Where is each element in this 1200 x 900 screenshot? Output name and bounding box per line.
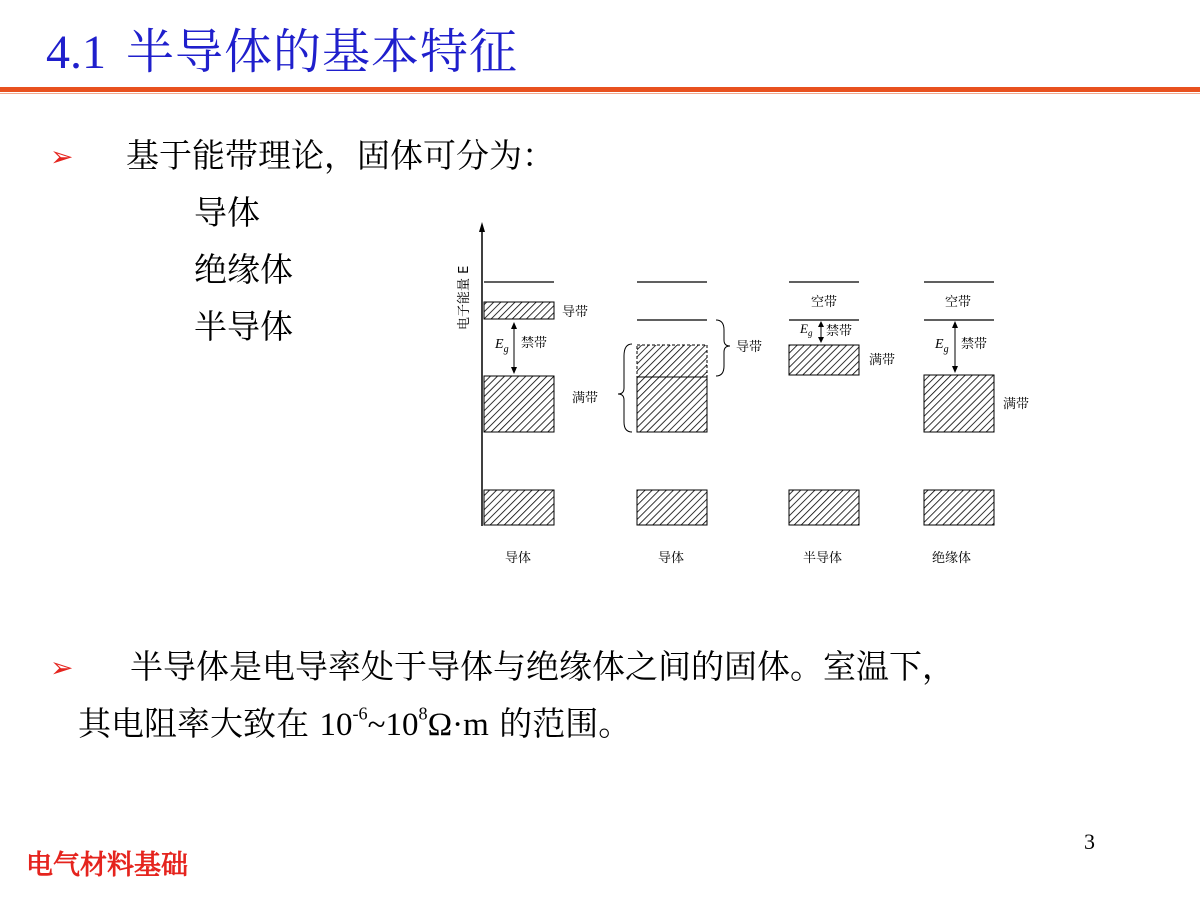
label-conduction-band-2: 导带 <box>736 340 763 355</box>
bullet-arrow-icon: ➢ <box>50 651 74 684</box>
label-valence-band-4: 满带 <box>1003 397 1030 412</box>
eg-symbol-3: E <box>800 321 808 336</box>
label-forbidden-band-1: 禁带 <box>521 336 548 351</box>
title-text: 半导体的基本特征 <box>126 24 519 80</box>
eg-subscript-1: g <box>503 344 509 355</box>
svg-text:Eg <box>934 337 949 355</box>
resistivity-tilde: ~ <box>367 707 386 743</box>
energy-band-diagram <box>448 220 1048 580</box>
resistivity-base-2: 10 <box>385 707 419 743</box>
footer-course-title: 电气材料基础 <box>26 850 188 881</box>
resistivity-exponent-1: -6 <box>352 703 368 724</box>
caption-insulator: 绝缘体 <box>932 551 972 566</box>
resistivity-prefix: 其电阻率大致在 <box>78 704 320 743</box>
resistivity-unit: Ω·m <box>427 707 489 743</box>
eg-subscript-3: g <box>807 328 813 338</box>
list-item-conductor: 导体 <box>194 193 260 232</box>
bullet-arrow-icon: ➢ <box>50 140 74 173</box>
title-divider <box>0 87 1200 92</box>
page-number: 3 <box>1084 829 1095 854</box>
bullet-text-2-line1: 半导体是电导率处于导体与绝缘体之间的固体。室温下， <box>130 647 955 686</box>
svg-text:Eg <box>799 321 813 338</box>
label-conduction-band-1: 导带 <box>562 305 589 320</box>
slide-title <box>46 22 518 83</box>
eg-subscript-4: g <box>943 344 949 355</box>
bullet-text-2-line2 <box>78 702 631 747</box>
title-number: 4.1 <box>46 26 106 79</box>
resistivity-base-1: 10 <box>319 707 353 743</box>
caption-semiconductor: 半导体 <box>803 551 843 566</box>
axis-label: 电子能量 E <box>457 265 472 330</box>
band-column-4 <box>924 282 1029 525</box>
list-item-insulator: 绝缘体 <box>194 250 293 289</box>
label-valence-band-1: 满带 <box>572 391 599 406</box>
axis-arrow-icon <box>479 222 485 232</box>
list-item-semiconductor: 半导体 <box>194 307 293 346</box>
bullet-text-1: 基于能带理论，固体可分为： <box>126 136 555 175</box>
resistivity-exponent-2: 8 <box>418 703 428 724</box>
label-empty-band-4: 空带 <box>945 295 972 310</box>
band-column-1 <box>484 282 598 525</box>
eg-symbol-4: E <box>935 337 944 352</box>
caption-conductor-1: 导体 <box>505 551 532 566</box>
band-column-2 <box>618 282 762 525</box>
svg-text:Eg <box>494 337 509 355</box>
label-forbidden-band-3: 禁带 <box>826 324 853 339</box>
caption-conductor-2: 导体 <box>658 551 685 566</box>
label-empty-band-3: 空带 <box>811 295 838 310</box>
label-forbidden-band-4: 禁带 <box>961 337 988 352</box>
band-column-3 <box>789 282 895 525</box>
resistivity-range <box>319 703 489 743</box>
resistivity-suffix: 的范围。 <box>488 704 632 743</box>
label-valence-band-3: 满带 <box>869 353 896 368</box>
title-divider-shadow <box>0 93 1200 94</box>
eg-symbol-1: E <box>495 337 504 352</box>
